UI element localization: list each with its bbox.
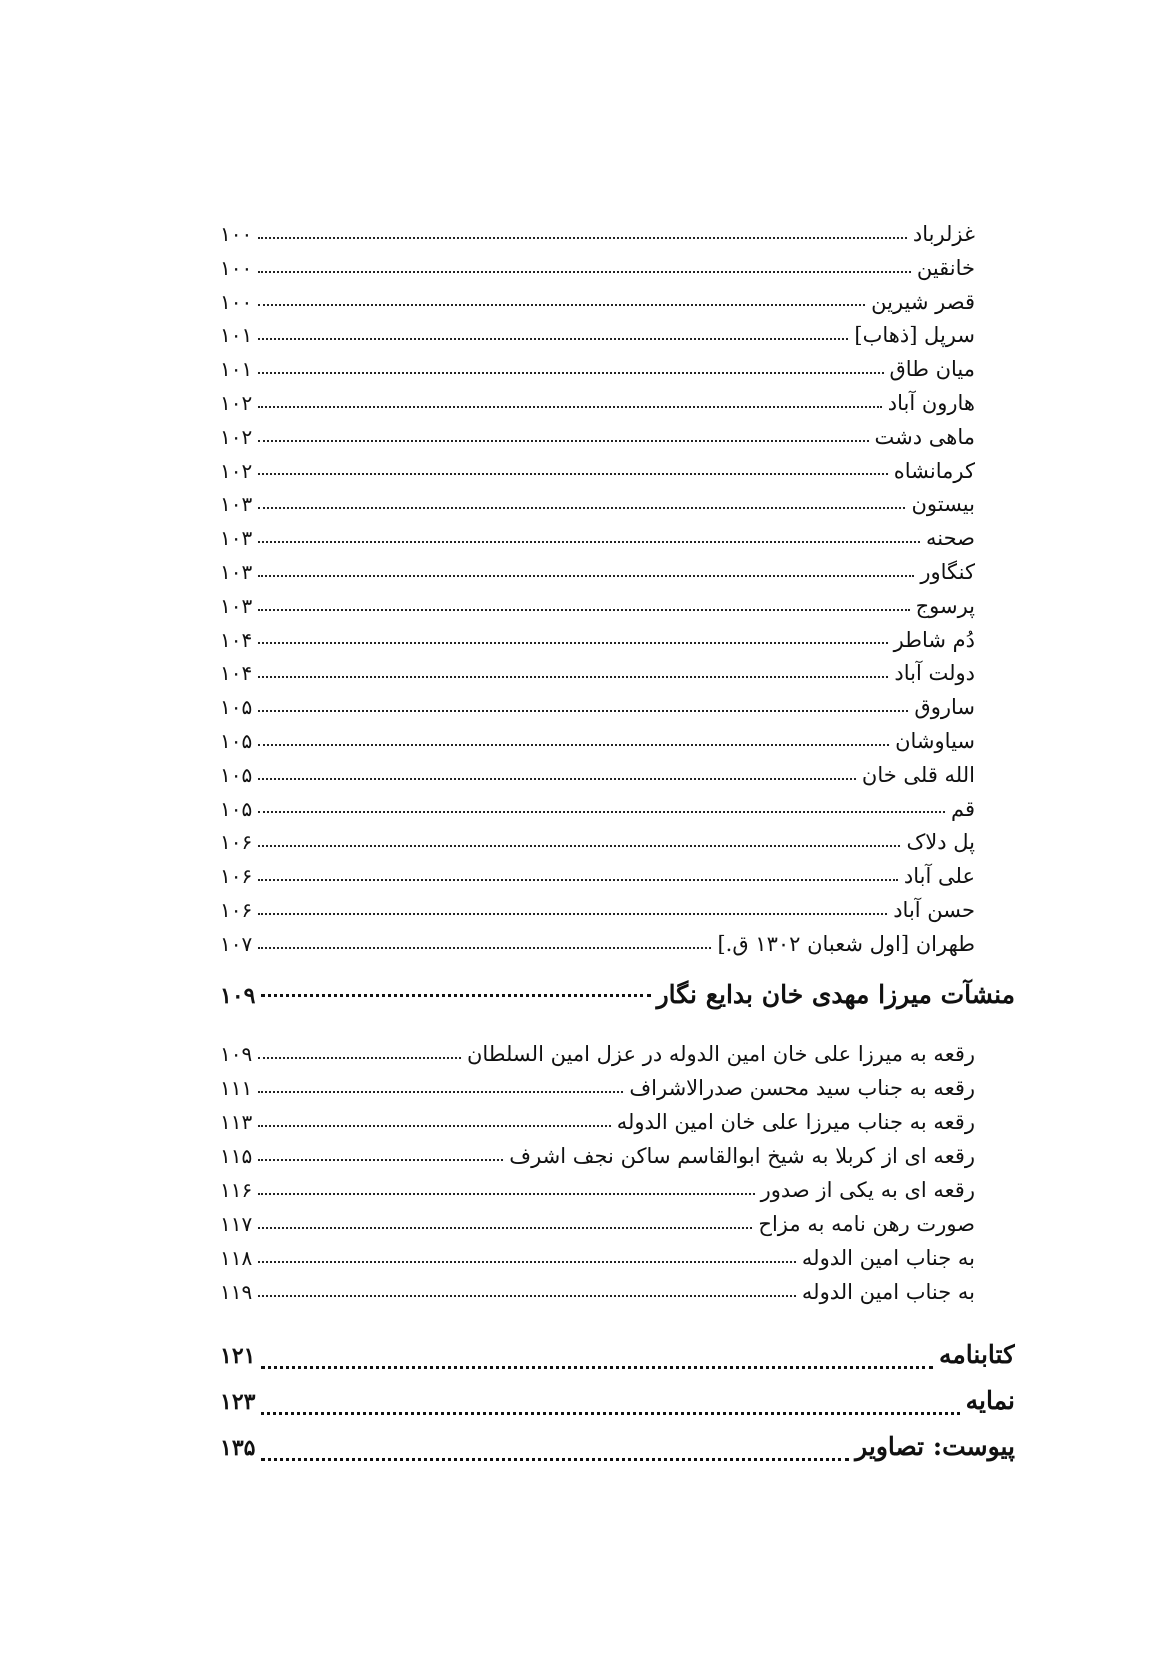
toc-entry <box>220 1074 975 1108</box>
entry-title: علی آباد <box>903 864 975 889</box>
entry-page-number: ۱۰۳ <box>220 492 253 517</box>
dot-leader <box>258 406 881 408</box>
toc-entry <box>220 896 975 930</box>
entry-page-number: ۱۰۵ <box>220 796 253 821</box>
entry-title: پل دلاک <box>906 830 975 855</box>
entry-title: طهران [اول شعبان ۱۳۰۲ ق.] <box>717 931 975 956</box>
entry-title: سیاوشان <box>895 728 975 753</box>
toc-entry <box>220 592 975 626</box>
entry-page-number: ۱۰۶ <box>220 897 253 922</box>
dot-leader <box>258 1057 461 1059</box>
entry-page-number: ۱۰۴ <box>220 627 253 652</box>
dot-leader <box>258 609 909 611</box>
entry-page-number: ۱۱۶ <box>220 1178 253 1202</box>
toc-entry <box>220 1430 1015 1476</box>
places-list <box>220 220 975 964</box>
toc-entry <box>220 321 975 355</box>
toc-entry <box>220 862 975 896</box>
entry-title: ماهی دشت <box>874 424 975 449</box>
dot-leader <box>258 913 887 915</box>
entry-page-number: ۱۰۵ <box>220 762 253 787</box>
dot-leader <box>258 778 856 780</box>
entry-title: پرسوج <box>915 593 975 618</box>
entry-page-number: ۱۱۷ <box>220 1212 253 1236</box>
dot-leader <box>258 1159 503 1161</box>
dot-leader <box>258 676 888 678</box>
dot-leader <box>258 1091 623 1093</box>
entry-page-number: ۱۱۸ <box>220 1246 253 1270</box>
entry-page-number: ۱۰۲ <box>220 390 253 415</box>
entry-page-number: ۱۰۳ <box>220 593 253 618</box>
dot-leader <box>258 440 868 442</box>
dot-leader <box>258 507 905 509</box>
entry-title: به جناب امین الدوله <box>801 1280 975 1304</box>
entry-page-number: ۱۱۳ <box>220 1110 253 1134</box>
toc-entry <box>220 457 975 491</box>
toc-entry <box>220 795 975 829</box>
entry-title: کنگاور <box>920 559 975 584</box>
dot-leader <box>258 879 898 881</box>
section-title: منشآت میرزا مهدی خان بدایع نگار <box>656 980 1015 1009</box>
toc-entry <box>220 288 975 322</box>
entry-page-number: ۱۰۶ <box>220 830 253 855</box>
toc-entry <box>220 254 975 288</box>
toc-entry <box>220 1142 975 1176</box>
entry-page-number: ۱۰۹ <box>220 1042 253 1066</box>
entry-title: سرپل [ذهاب] <box>854 323 975 348</box>
toc-entry <box>220 423 975 457</box>
dot-leader <box>258 744 889 746</box>
toc-entry <box>220 761 975 795</box>
dot-leader <box>258 304 865 306</box>
entry-title: قم <box>950 796 975 821</box>
dot-leader <box>258 1125 610 1127</box>
entry-page-number: ۱۰۰ <box>220 255 253 280</box>
entry-page-number: ۱۰۰ <box>220 222 253 246</box>
back-matter-list <box>220 1338 1015 1476</box>
entry-title: نمایه <box>965 1386 1015 1415</box>
dot-leader <box>258 338 848 340</box>
entry-title: ساروق <box>914 695 975 720</box>
dot-leader <box>258 947 711 949</box>
toc-entry <box>220 659 975 693</box>
entry-page-number: ۱۰۶ <box>220 864 253 889</box>
section-heading <box>220 978 1015 1012</box>
entry-title: کرمانشاه <box>893 458 975 483</box>
section-page-number: ۱۰۹ <box>220 983 256 1009</box>
dot-leader <box>258 473 888 475</box>
dot-leader <box>258 271 911 273</box>
dot-leader <box>261 994 650 997</box>
entry-title: به جناب امین الدوله <box>801 1246 975 1270</box>
entry-page-number: ۱۱۱ <box>220 1076 253 1100</box>
entry-title: قصر شیرین <box>871 289 975 314</box>
entry-title: غزلرباد <box>912 222 975 246</box>
entry-page-number: ۱۰۱ <box>220 323 253 348</box>
toc-entry <box>220 626 975 660</box>
entry-page-number: ۱۰۱ <box>220 357 253 382</box>
entry-title: خانقین <box>916 255 975 280</box>
entry-page-number: ۱۰۳ <box>220 526 253 551</box>
toc-entry <box>220 490 975 524</box>
entry-page-number: ۱۰۵ <box>220 695 253 720</box>
entry-title: رقعه به جناب میرزا علی خان امین الدوله <box>616 1110 975 1134</box>
toc-entry <box>220 1338 1015 1384</box>
entry-title: رقعه به میرزا علی خان امین الدوله در عزل امین السلطان <box>466 1042 975 1066</box>
entry-title: رقعه به جناب سید محسن صدرالاشراف <box>629 1076 975 1100</box>
dot-leader <box>258 237 907 239</box>
dot-leader <box>258 1227 752 1229</box>
toc-entry <box>220 1040 975 1074</box>
entry-page-number: ۱۰۲ <box>220 458 253 483</box>
toc-entry <box>220 1210 975 1244</box>
entry-page-number: ۱۲۳ <box>220 1389 256 1415</box>
toc-entry <box>220 1176 975 1210</box>
entry-page-number: ۱۰۵ <box>220 728 253 753</box>
entry-page-number: ۱۰۴ <box>220 661 253 686</box>
dot-leader <box>261 1366 933 1369</box>
toc-entry <box>220 828 975 862</box>
toc-entry <box>220 389 975 423</box>
toc-entry <box>220 1108 975 1142</box>
entry-title: صورت رهن نامه به مزاح <box>758 1212 975 1236</box>
entry-page-number: ۱۱۹ <box>220 1280 253 1304</box>
entry-title: رقعه ای از کربلا به شیخ ابوالقاسم ساکن نجف اشرف <box>509 1144 975 1168</box>
toc-entry <box>220 1244 975 1278</box>
entry-title: دولت آباد <box>894 661 975 686</box>
entry-title: رقعه ای به یکی از صدور <box>760 1178 975 1202</box>
dot-leader <box>258 1193 754 1195</box>
dot-leader <box>258 811 945 813</box>
dot-leader <box>258 710 908 712</box>
letters-list <box>220 1040 975 1312</box>
entry-title: صحنه <box>926 526 975 551</box>
entry-title: هارون آباد <box>887 390 975 415</box>
entry-page-number: ۱۰۷ <box>220 931 253 956</box>
dot-leader <box>258 372 883 374</box>
toc-entry <box>220 355 975 389</box>
dot-leader <box>258 642 887 644</box>
entry-page-number: ۱۰۳ <box>220 559 253 584</box>
entry-page-number: ۱۱۵ <box>220 1144 253 1168</box>
toc-entry <box>220 1384 1015 1430</box>
dot-leader <box>258 575 914 577</box>
dot-leader <box>258 845 900 847</box>
dot-leader <box>261 1412 959 1415</box>
dot-leader <box>258 541 920 543</box>
entry-title: حسن آباد <box>893 897 975 922</box>
entry-title: دُم شاطر <box>893 627 975 652</box>
entry-page-number: ۱۳۵ <box>220 1435 256 1461</box>
dot-leader <box>258 1261 796 1263</box>
toc-entry <box>220 930 975 964</box>
toc-entry <box>220 524 975 558</box>
toc-entry <box>220 1278 975 1312</box>
dot-leader <box>261 1458 849 1461</box>
entry-page-number: ۱۰۰ <box>220 289 253 314</box>
entry-title: میان طاق <box>889 357 975 382</box>
toc-entry <box>220 693 975 727</box>
entry-page-number: ۱۰۲ <box>220 424 253 449</box>
entry-page-number: ۱۲۱ <box>220 1343 256 1369</box>
toc-entry <box>220 727 975 761</box>
toc-entry <box>220 220 975 254</box>
entry-title: بیستون <box>911 492 975 517</box>
toc-entry <box>220 558 975 592</box>
entry-title: الله قلی خان <box>861 762 975 787</box>
dot-leader <box>258 1295 796 1297</box>
entry-title: کتابنامه <box>939 1340 1015 1369</box>
entry-title: پیوست: تصاویر <box>855 1432 1015 1461</box>
